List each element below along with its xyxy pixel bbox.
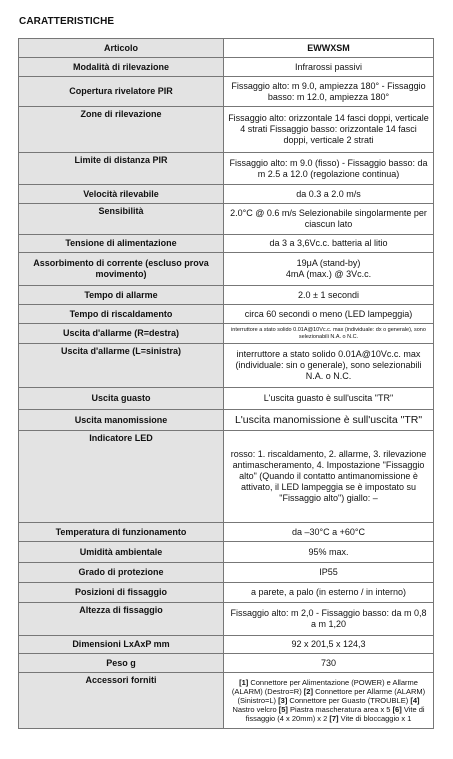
row-value: 92 x 201,5 x 124,3 xyxy=(224,636,434,654)
accessory-text: Vite di fissaggio (4 x 20mm) x 2 xyxy=(245,705,425,723)
table-row xyxy=(19,253,434,286)
row-label: Sensibilità xyxy=(19,204,224,235)
table-row xyxy=(19,523,434,542)
row-value: da 3 a 3,6Vc.c. batteria al litio xyxy=(224,235,434,253)
table-row xyxy=(19,673,434,729)
row-value: 2.0 ± 1 secondi xyxy=(224,286,434,305)
row-value: Infrarossi passivi xyxy=(224,58,434,77)
row-value: L'uscita manomissione è sull'uscita "TR" xyxy=(224,410,434,431)
table-row xyxy=(19,431,434,523)
accessories-list xyxy=(224,673,434,729)
accessory-text: Piastra mascheratura area x 5 xyxy=(290,705,391,714)
row-label: Tempo di allarme xyxy=(19,286,224,305)
row-label: Posizioni di fissaggio xyxy=(19,583,224,603)
table-row xyxy=(19,235,434,253)
row-value: Fissaggio alto: m 9.0, ampiezza 180° - Fissaggio basso: m 12.0, ampiezza 180° xyxy=(224,77,434,107)
row-label: Indicatore LED xyxy=(19,431,224,523)
table-row xyxy=(19,324,434,344)
table-row xyxy=(19,204,434,235)
accessory-number: [7] xyxy=(329,714,339,723)
table-row xyxy=(19,603,434,636)
accessory-text: Connettore per Alimentazione (POWER) e Allarme (ALARM) (Destro=R) xyxy=(231,678,418,696)
row-value: da –30°C a +60°C xyxy=(224,523,434,542)
row-value xyxy=(224,253,434,286)
table-row xyxy=(19,542,434,563)
row-label: Tensione di alimentazione xyxy=(19,235,224,253)
row-label: Accessori forniti xyxy=(19,673,224,729)
row-value: EWWXSM xyxy=(224,39,434,58)
row-label: Peso g xyxy=(19,654,224,673)
table-row xyxy=(19,58,434,77)
accessory-text: Vite di bloccaggio x 1 xyxy=(340,714,412,723)
row-value: rosso: 1. riscaldamento, 2. allarme, 3. rilevazione antimascheramento, 4. Impostazione "Fissaggio alto" (Quando il contatto antimanomissione è attivato, il LED lampeggia se è impostato su "Fissaggio alto") giallo: – xyxy=(224,431,434,523)
table-row xyxy=(19,153,434,185)
table-row xyxy=(19,77,434,107)
accessory-number: [1] xyxy=(239,678,249,687)
row-value: Fissaggio alto: m 9.0 (fisso) - Fissaggio basso: da m 2.5 a 12.0 (regolazione continua) xyxy=(224,153,434,185)
accessory-number: [3] xyxy=(278,696,288,705)
accessory-number: [6] xyxy=(392,705,402,714)
row-label: Altezza di fissaggio xyxy=(19,603,224,636)
row-value: 2.0°C @ 0.6 m/s Selezionabile singolarmente per ciascun lato xyxy=(224,204,434,235)
row-value: Fissaggio alto: m 2,0 - Fissaggio basso: da m 0,8 a m 1,20 xyxy=(224,603,434,636)
table-row xyxy=(19,305,434,324)
accessory-number: [2] xyxy=(303,687,313,696)
row-value: 95% max. xyxy=(224,542,434,563)
row-value: da 0.3 a 2.0 m/s xyxy=(224,185,434,204)
row-label: Uscita d'allarme (L=sinistra) xyxy=(19,344,224,388)
table-row xyxy=(19,636,434,654)
table-row xyxy=(19,388,434,410)
row-value: 730 xyxy=(224,654,434,673)
accessory-text: Connettore per Guasto (TROUBLE) xyxy=(289,696,409,705)
row-value: circa 60 secondi o meno (LED lampeggia) xyxy=(224,305,434,324)
specifications-table xyxy=(18,38,434,729)
row-label: Umidità ambientale xyxy=(19,542,224,563)
table-row xyxy=(19,563,434,583)
table-row xyxy=(19,583,434,603)
accessory-number: [5] xyxy=(278,705,288,714)
accessory-text: Connettore per Allarme (ALARM) (Sinistro=L) xyxy=(237,687,426,705)
current-max: 4mA (max.) @ 3Vc.c. xyxy=(285,269,372,279)
row-label: Modalità di rilevazione xyxy=(19,58,224,77)
row-label: Uscita d'allarme (R=destra) xyxy=(19,324,224,344)
row-label: Velocità rilevabile xyxy=(19,185,224,204)
row-value: interruttore a stato solido 0.01A@10Vc.c. max (individuale: sin o generale), sono selezionabili N.A. o N.C. xyxy=(224,344,434,388)
row-label: Limite di distanza PIR xyxy=(19,153,224,185)
row-label: Copertura rivelatore PIR xyxy=(19,77,224,107)
row-value: IP55 xyxy=(224,563,434,583)
table-row xyxy=(19,185,434,204)
table-row xyxy=(19,286,434,305)
row-label: Zone di rilevazione xyxy=(19,107,224,153)
current-standby: 19μA (stand-by) xyxy=(296,258,361,268)
row-label: Temperatura di funzionamento xyxy=(19,523,224,542)
table-row xyxy=(19,654,434,673)
table-row xyxy=(19,107,434,153)
row-label: Uscita manomissione xyxy=(19,410,224,431)
row-label: Assorbimento di corrente (escluso prova movimento) xyxy=(19,253,224,286)
row-label: Articolo xyxy=(19,39,224,58)
row-label: Grado di protezione xyxy=(19,563,224,583)
accessory-text: Nastro velcro xyxy=(232,705,277,714)
table-row xyxy=(19,410,434,431)
table-row xyxy=(19,344,434,388)
row-label: Uscita guasto xyxy=(19,388,224,410)
row-label: Dimensioni LxAxP mm xyxy=(19,636,224,654)
row-value: a parete, a palo (in esterno / in interno) xyxy=(224,583,434,603)
row-label: Tempo di riscaldamento xyxy=(19,305,224,324)
row-value: Fissaggio alto: orizzontale 14 fasci doppi, verticale 4 strati Fissaggio basso: orizzontale 14 fasci doppi, verticale 2 strati xyxy=(224,107,434,153)
row-value: L'uscita guasto è sull'uscita "TR" xyxy=(224,388,434,410)
page-title: CARATTERISTICHE xyxy=(19,16,115,27)
accessory-number: [4] xyxy=(410,696,420,705)
row-value: interruttore a stato solido 0.01A@10Vc.c. max (individuale: dx o generale), sono selezionabili N.A. o N.C. xyxy=(224,324,434,344)
table-row xyxy=(19,39,434,58)
